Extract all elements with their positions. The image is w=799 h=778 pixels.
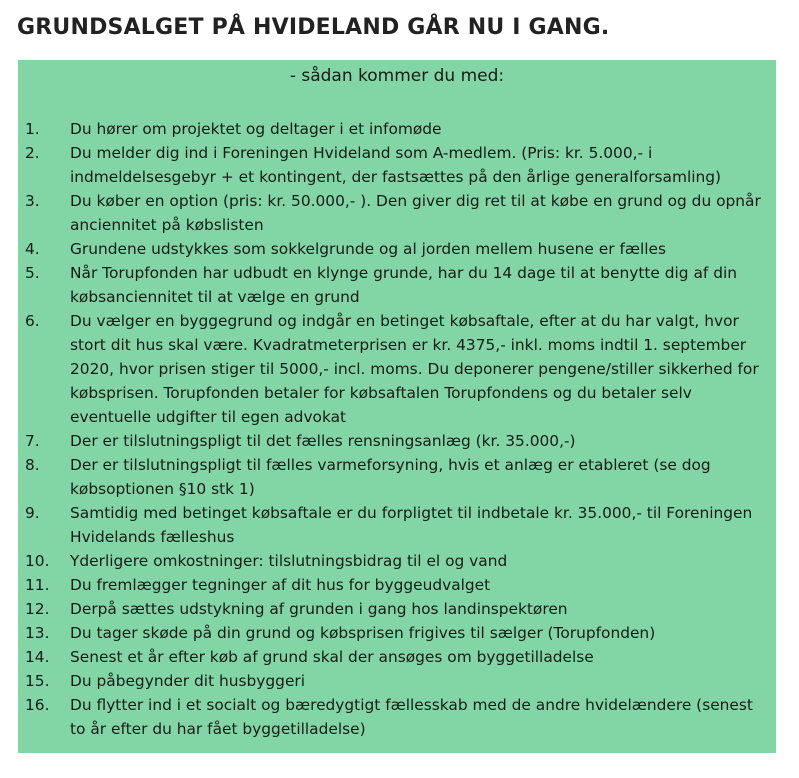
list-item [18,453,776,501]
step-number: 13. [25,624,50,642]
list-item [18,573,776,597]
info-box [18,60,776,753]
step-text: Der er tilslutningspligt til fælles varmeforsyning, hvis et anlæg er etableret (se dog købsoptionen §10 stk 1) [70,456,711,498]
step-number: 11. [25,576,50,594]
step-text: Du melder dig ind i Foreningen Hvideland som A-medlem. (Pris: kr. 5.000,- i indmeldelsesgebyr + et kontingent, der fastsættes på den årlige generalforsamling) [70,144,722,186]
list-item [18,189,776,237]
page-title: GRUNDSALGET PÅ HVIDELAND GÅR NU I GANG. [17,15,610,40]
list-item [18,597,776,621]
step-text: Senest et år efter køb af grund skal der ansøges om byggetilladelse [70,648,594,666]
step-text: Du fremlægger tegninger af dit hus for byggeudvalget [70,576,491,594]
step-number: 6. [25,312,40,330]
step-text: Yderligere omkostninger: tilslutningsbidrag til el og vand [70,552,508,570]
list-item [18,309,776,429]
box-heading: - sådan kommer du med: [289,66,505,86]
step-number: 15. [25,672,50,690]
step-text: Samtidig med betinget købsaftale er du forpligtet til indbetale kr. 35.000,- til Foreningen Hvidelands fælleshus [70,504,753,546]
step-text: Du påbegynder dit husbyggeri [70,672,306,690]
list-item [18,645,776,669]
list-item [18,429,776,453]
list-item [18,117,776,141]
step-number: 9. [25,504,40,522]
steps-list [18,117,776,741]
list-item [18,237,776,261]
step-text: Du vælger en byggegrund og indgår en betinget købsaftale, efter at du har valgt, hvor stort dit hus skal være. Kvadratmeterprisen er kr. 4375,- inkl. moms indtil 1. september 2020, hvor prisen stiger til 5000,- incl. moms. Du deponerer pengene/stiller sikkerhed for købsprisen. Torupfonden betaler for købsaftalen Torupfondens og du betaler selv eventuelle udgifter til egen advokat [70,312,759,426]
step-text: Du flytter ind i et socialt og bæredygtigt fællesskab med de andre hvidelændere (senest to år efter du har fået byggetilladelse) [70,696,753,738]
list-item [18,141,776,189]
step-number: 7. [25,432,40,450]
step-number: 1. [25,120,40,138]
step-text: Der er tilslutningspligt til det fælles rensningsanlæg (kr. 35.000,-) [70,432,576,450]
step-text: Når Torupfonden har udbudt en klynge grunde, har du 14 dage til at benytte dig af din købsanciennitet til at vælge en grund [70,264,738,306]
step-number: 14. [25,648,50,666]
step-number: 16. [25,696,50,714]
list-item [18,549,776,573]
step-number: 8. [25,456,40,474]
step-text: Du tager skøde på din grund og købsprisen frigives til sælger (Torupfonden) [70,624,656,642]
step-text: Du hører om projektet og deltager i et infomøde [70,120,442,138]
list-item [18,693,776,741]
step-text: Grundene udstykkes som sokkelgrunde og al jorden mellem husene er fælles [70,240,667,258]
step-number: 12. [25,600,50,618]
step-text: Derpå sættes udstykning af grunden i gang hos landinspektøren [70,600,568,618]
step-number: 5. [25,264,40,282]
list-item [18,501,776,549]
step-number: 2. [25,144,40,162]
list-item [18,669,776,693]
step-number: 10. [25,552,50,570]
list-item [18,261,776,309]
list-item [18,621,776,645]
step-text: Du køber en option (pris: kr. 50.000,- ). Den giver dig ret til at købe en grund og du opnår anciennitet på købslisten [70,192,761,234]
step-number: 4. [25,240,40,258]
step-number: 3. [25,192,40,210]
